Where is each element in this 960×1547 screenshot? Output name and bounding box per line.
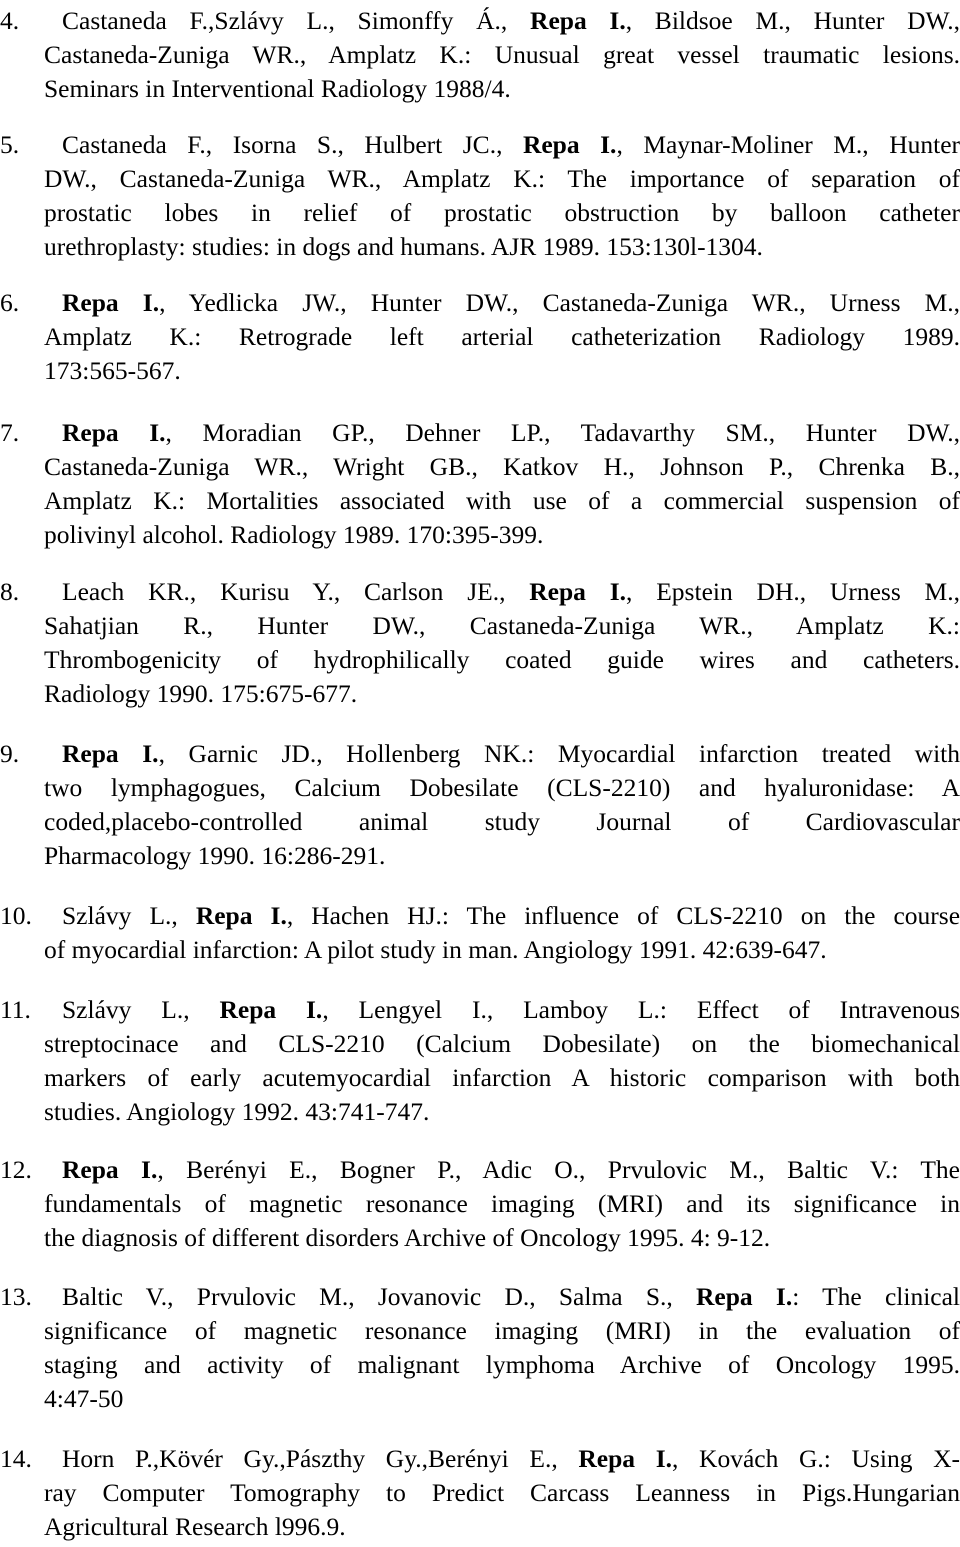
reference-first-line — [0, 899, 960, 933]
reference-item — [0, 1280, 960, 1416]
reference-first-line — [0, 993, 960, 1027]
reference-text-segment: prostatic lobes in relief of prostatic obstruction by balloon catheter — [44, 198, 960, 227]
reference-continuation-line — [0, 38, 960, 72]
reference-continuation-line — [0, 1476, 960, 1510]
reference-text-segment: Szlávy L., — [62, 901, 196, 930]
reference-text-segment: Sahatjian R., Hunter DW., Castaneda-Zuniga WR., Amplatz K.: — [44, 611, 960, 640]
reference-text-segment: Leach KR., Kurisu Y., Carlson JE., — [62, 577, 530, 606]
reference-text-segment: Szlávy L., — [62, 995, 220, 1024]
reference-text — [62, 1153, 960, 1187]
reference-text-segment: polivinyl alcohol. Radiology 1989. 170:395-399. — [44, 520, 544, 549]
reference-first-line — [0, 4, 960, 38]
reference-item — [0, 128, 960, 264]
reference-text-segment: : The clinical — [792, 1282, 960, 1311]
reference-text — [62, 4, 960, 38]
reference-text-segment: , Maynar-Moliner M., Hunter — [616, 130, 960, 159]
author-highlight: Repa I. — [529, 577, 627, 606]
reference-number: 8. — [0, 577, 20, 606]
reference-first-line — [0, 128, 960, 162]
reference-text-segment: , Hachen HJ.: The influence of CLS-2210 on the course — [286, 901, 960, 930]
reference-number: 6. — [0, 288, 20, 317]
reference-text — [62, 286, 960, 320]
reference-text-segment: Radiology 1990. 175:675-677. — [44, 679, 358, 708]
reference-text-segment: Castaneda-Zuniga WR., Amplatz K.: Unusual great vessel traumatic lesions. — [44, 40, 960, 69]
author-highlight: Repa I. — [62, 1155, 158, 1184]
author-highlight: Repa I. — [62, 288, 160, 317]
reference-continuation-line — [0, 230, 960, 264]
reference-text — [62, 1442, 960, 1476]
reference-number: 5. — [0, 130, 20, 159]
reference-continuation-line — [0, 1314, 960, 1348]
reference-text — [62, 1280, 960, 1314]
reference-number: 13. — [0, 1282, 32, 1311]
reference-continuation-line — [0, 354, 960, 388]
reference-continuation-line — [0, 609, 960, 643]
reference-text-segment: Castaneda-Zuniga WR., Wright GB., Katkov H., Johnson P., Chrenka B., — [44, 452, 960, 481]
reference-item — [0, 575, 960, 711]
author-highlight: Repa I. — [62, 739, 159, 768]
reference-continuation-line — [0, 1221, 960, 1255]
reference-text-segment: Agricultural Research l996.9. — [44, 1512, 346, 1541]
reference-text-segment: , Bildsoe M., Hunter DW., — [625, 6, 960, 35]
reference-continuation-line — [0, 1095, 960, 1129]
reference-text — [62, 993, 960, 1027]
reference-number: 10. — [0, 901, 32, 930]
reference-text-segment: studies. Angiology 1992. 43:741-747. — [44, 1097, 430, 1126]
reference-text-segment: , Epstein DH., Urness M., — [626, 577, 960, 606]
reference-number: 7. — [0, 418, 20, 447]
reference-continuation-line — [0, 1348, 960, 1382]
reference-text-segment: , Yedlicka JW., Hunter DW., Castaneda-Zuniga WR., Urness M., — [159, 288, 960, 317]
reference-continuation-line — [0, 1510, 960, 1544]
reference-first-line — [0, 737, 960, 771]
reference-text-segment: Baltic V., Prvulovic M., Jovanovic D., Salma S., — [62, 1282, 697, 1311]
reference-item — [0, 1153, 960, 1255]
author-highlight: Repa I. — [578, 1444, 673, 1473]
reference-continuation-line — [0, 1187, 960, 1221]
reference-text-segment: fundamentals of magnetic resonance imaging (MRI) and its significance in — [44, 1189, 960, 1218]
reference-continuation-line — [0, 196, 960, 230]
reference-continuation-line — [0, 72, 960, 106]
reference-text-segment: Thrombogenicity of hydrophilically coated guide wires and catheters. — [44, 645, 960, 674]
reference-continuation-line — [0, 839, 960, 873]
reference-text-segment: Amplatz K.: Retrograde left arterial catheterization Radiology 1989. — [44, 322, 960, 351]
reference-first-line — [0, 1442, 960, 1476]
reference-continuation-line — [0, 643, 960, 677]
reference-text-segment: Horn P.,Kövér Gy.,Pászthy Gy.,Berényi E., — [62, 1444, 579, 1473]
reference-text-segment: , Garnic JD., Hollenberg NK.: Myocardial infarction treated with — [158, 739, 960, 768]
reference-text — [62, 416, 960, 450]
reference-text-segment: Castaneda F.,Szlávy L., Simonffy Á., — [62, 6, 531, 35]
reference-number: 11. — [0, 995, 31, 1024]
author-highlight: Repa I. — [219, 995, 323, 1024]
reference-continuation-line — [0, 677, 960, 711]
reference-continuation-line — [0, 320, 960, 354]
reference-continuation-line — [0, 805, 960, 839]
reference-first-line — [0, 1153, 960, 1187]
reference-text-segment: , Kovách G.: Using X- — [672, 1444, 960, 1473]
reference-continuation-line — [0, 933, 960, 967]
reference-text-segment: , Lengyel I., Lamboy L.: Effect of Intravenous — [322, 995, 960, 1024]
reference-text-segment: DW., Castaneda-Zuniga WR., Amplatz K.: The importance of separation of — [44, 164, 960, 193]
reference-item — [0, 993, 960, 1129]
reference-continuation-line — [0, 162, 960, 196]
reference-continuation-line — [0, 1382, 960, 1416]
reference-item — [0, 286, 960, 388]
reference-text — [62, 737, 960, 771]
reference-first-line — [0, 416, 960, 450]
reference-item — [0, 737, 960, 873]
reference-text-segment: two lymphagogues, Calcium Dobesilate (CLS-2210) and hyaluronidase: A — [44, 773, 960, 802]
author-highlight: Repa I. — [522, 130, 617, 159]
reference-continuation-line — [0, 450, 960, 484]
reference-continuation-line — [0, 1061, 960, 1095]
reference-text-segment: Castaneda F., Isorna S., Hulbert JC., — [62, 130, 523, 159]
author-highlight: Repa I. — [530, 6, 626, 35]
reference-text-segment: the diagnosis of different disorders Archive of Oncology 1995. 4: 9-12. — [44, 1223, 771, 1252]
reference-text-segment: Seminars in Interventional Radiology 1988/4. — [44, 74, 511, 103]
reference-item — [0, 1442, 960, 1544]
reference-text-segment: urethroplasty: studies: in dogs and humans. AJR 1989. 153:130l-1304. — [44, 232, 763, 261]
author-highlight: Repa I. — [62, 418, 166, 447]
reference-text-segment: markers of early acutemyocardial infarction A historic comparison with both — [44, 1063, 960, 1092]
reference-number: 4. — [0, 6, 20, 35]
reference-item — [0, 416, 960, 552]
reference-text-segment: 173:565-567. — [44, 356, 181, 385]
reference-item — [0, 4, 960, 106]
reference-item — [0, 899, 960, 967]
reference-text-segment: Pharmacology 1990. 16:286-291. — [44, 841, 386, 870]
reference-continuation-line — [0, 1027, 960, 1061]
reference-first-line — [0, 286, 960, 320]
reference-text-segment: significance of magnetic resonance imaging (MRI) in the evaluation of — [44, 1316, 960, 1345]
reference-text-segment: of myocardial infarction: A pilot study in man. Angiology 1991. 42:639-647. — [44, 935, 827, 964]
reference-text — [62, 128, 960, 162]
reference-text-segment: , Moradian GP., Dehner LP., Tadavarthy SM., Hunter DW., — [165, 418, 960, 447]
reference-text-segment: Amplatz K.: Mortalities associated with use of a commercial suspension of — [44, 486, 960, 515]
author-highlight: Repa I. — [696, 1282, 793, 1311]
reference-continuation-line — [0, 484, 960, 518]
author-highlight: Repa I. — [195, 901, 287, 930]
reference-text — [62, 899, 960, 933]
reference-text-segment: 4:47-50 — [44, 1384, 124, 1413]
reference-text-segment: , Berényi E., Bogner P., Adic O., Prvulovic M., Baltic V.: The — [157, 1155, 960, 1184]
reference-text — [62, 575, 960, 609]
reference-number: 14. — [0, 1444, 32, 1473]
reference-text-segment: ray Computer Tomography to Predict Carcass Leanness in Pigs.Hungarian — [44, 1478, 960, 1507]
reference-first-line — [0, 1280, 960, 1314]
reference-number: 9. — [0, 739, 20, 768]
reference-first-line — [0, 575, 960, 609]
reference-continuation-line — [0, 771, 960, 805]
reference-text-segment: streptocinace and CLS-2210 (Calcium Dobesilate) on the biomechanical — [44, 1029, 960, 1058]
reference-text-segment: coded,placebo-controlled animal study Journal of Cardiovascular — [44, 807, 960, 836]
reference-number: 12. — [0, 1155, 32, 1184]
reference-continuation-line — [0, 518, 960, 552]
reference-text-segment: staging and activity of malignant lymphoma Archive of Oncology 1995. — [44, 1350, 960, 1379]
